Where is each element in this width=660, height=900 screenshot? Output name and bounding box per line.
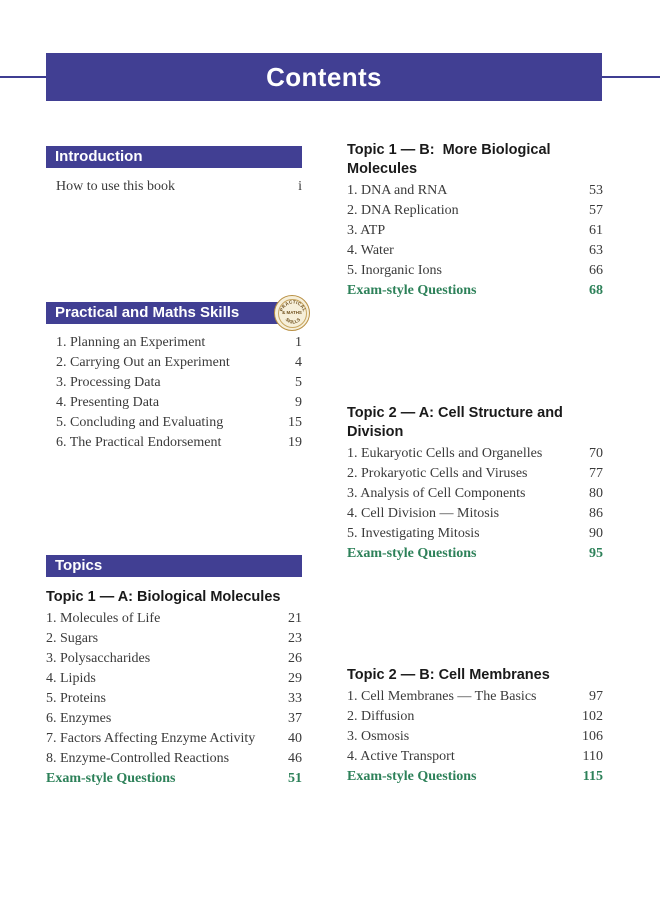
contents-entry[interactable] xyxy=(347,201,603,221)
svg-text:SKILLS xyxy=(285,317,302,325)
contents-entry-label: 6. Enzymes xyxy=(46,711,112,726)
contents-entry-label: 2. Diffusion xyxy=(347,709,415,724)
contents-entry[interactable] xyxy=(46,649,302,669)
practical-skills-badge-icon xyxy=(274,295,310,331)
contents-entry-page-number: 33 xyxy=(288,691,302,706)
contents-entry-page-number: 37 xyxy=(288,711,302,726)
contents-entry[interactable] xyxy=(347,181,603,201)
contents-entry-label: Exam-style Questions xyxy=(46,771,176,786)
contents-entry-label: 5. Inorganic Ions xyxy=(347,263,442,278)
contents-entry-label: 5. Proteins xyxy=(46,691,106,706)
section-header-topics-label: Topics xyxy=(55,557,103,574)
contents-entry[interactable] xyxy=(46,177,302,197)
contents-entry[interactable] xyxy=(46,749,302,769)
contents-entry-label: 1. Planning an Experiment xyxy=(56,335,206,350)
badge-bottom-text: SKILLS xyxy=(284,316,302,325)
contents-entry-page-number: i xyxy=(298,179,302,194)
contents-entry-page-number: 68 xyxy=(589,283,603,298)
topic-1b-entry-list xyxy=(347,181,603,301)
contents-entry-label: 4. Presenting Data xyxy=(56,395,160,410)
contents-entry[interactable] xyxy=(347,767,603,787)
contents-entry-label: 4. Cell Division — Mitosis xyxy=(347,506,500,521)
contents-entry[interactable] xyxy=(46,393,302,413)
contents-entry[interactable] xyxy=(46,689,302,709)
contents-entry-label: Exam-style Questions xyxy=(347,546,477,561)
contents-entry[interactable] xyxy=(46,353,302,373)
contents-banner-area xyxy=(0,53,660,101)
contents-entry[interactable] xyxy=(46,669,302,689)
topic-2a-entry-list xyxy=(347,444,603,564)
contents-entry[interactable] xyxy=(46,629,302,649)
section-header-topics xyxy=(46,555,302,577)
contents-entry-label: 4. Water xyxy=(347,243,394,258)
contents-entry[interactable] xyxy=(347,727,603,747)
contents-entry-label: 2. Prokaryotic Cells and Viruses xyxy=(347,466,528,481)
contents-entry[interactable] xyxy=(347,464,603,484)
topic-2a-heading: Topic 2 — A: Cell Structure and Division xyxy=(347,405,567,440)
contents-entry-label: 1. DNA and RNA xyxy=(347,183,448,198)
contents-entry-label: 4. Lipids xyxy=(46,671,96,686)
contents-entry-page-number: 23 xyxy=(288,631,302,646)
contents-entry-label: 3. Polysaccharides xyxy=(46,651,151,666)
contents-entry[interactable] xyxy=(347,261,603,281)
contents-entry[interactable] xyxy=(46,413,302,433)
contents-entry[interactable] xyxy=(347,707,603,727)
banner-rule-right xyxy=(602,76,660,78)
contents-entry-page-number: 70 xyxy=(589,446,603,461)
contents-entry-label: 3. Processing Data xyxy=(56,375,161,390)
contents-entry-page-number: 40 xyxy=(288,731,302,746)
banner-rule-left xyxy=(0,76,48,78)
badge-top-text: PRACTICAL xyxy=(278,299,308,313)
contents-entry-page-number: 1 xyxy=(295,335,302,350)
page-title: Contents xyxy=(46,53,602,101)
introduction-section xyxy=(46,146,302,197)
contents-entry-label: Exam-style Questions xyxy=(347,769,477,784)
contents-entry-page-number: 97 xyxy=(589,689,603,704)
contents-entry-label: Exam-style Questions xyxy=(347,283,477,298)
contents-entry-page-number: 106 xyxy=(582,729,603,744)
contents-entry-page-number: 80 xyxy=(589,486,603,501)
contents-entry-page-number: 95 xyxy=(589,546,603,561)
contents-entry-label: How to use this book xyxy=(56,179,175,194)
contents-entry[interactable] xyxy=(347,281,603,301)
contents-entry-label: 4. Active Transport xyxy=(347,749,455,764)
contents-entry-page-number: 46 xyxy=(288,751,302,766)
contents-entry[interactable] xyxy=(46,609,302,629)
contents-entry-page-number: 5 xyxy=(295,375,302,390)
contents-entry-page-number: 102 xyxy=(582,709,603,724)
section-header-practical-skills xyxy=(46,299,308,325)
contents-entry[interactable] xyxy=(46,709,302,729)
contents-entry[interactable] xyxy=(347,221,603,241)
contents-entry-page-number: 21 xyxy=(288,611,302,626)
badge-mid-text: & MATHS xyxy=(282,310,302,315)
section-header-introduction-label: Introduction xyxy=(55,148,143,165)
topics-section xyxy=(46,555,302,789)
contents-entry-page-number: 57 xyxy=(589,203,603,218)
contents-entry-label: 3. ATP xyxy=(347,223,386,238)
topic-2b-block xyxy=(347,666,603,787)
contents-entry-page-number: 86 xyxy=(589,506,603,521)
contents-entry-label: 1. Molecules of Life xyxy=(46,611,161,626)
contents-entry[interactable] xyxy=(46,373,302,393)
contents-entry[interactable] xyxy=(347,544,603,564)
contents-entry-page-number: 115 xyxy=(582,769,603,784)
contents-entry-label: 3. Analysis of Cell Components xyxy=(347,486,526,501)
contents-entry[interactable] xyxy=(46,433,302,453)
topic-1a-heading: Topic 1 — A: Biological Molecules xyxy=(46,589,281,605)
topic-2b-heading: Topic 2 — B: Cell Membranes xyxy=(347,667,550,683)
topic-1a-entry-list xyxy=(46,609,302,789)
contents-entry[interactable] xyxy=(347,504,603,524)
contents-entry-page-number: 51 xyxy=(288,771,302,786)
contents-entry-page-number: 19 xyxy=(288,435,302,450)
contents-entry[interactable] xyxy=(347,687,603,707)
contents-entry-page-number: 61 xyxy=(589,223,603,238)
contents-entry-page-number: 90 xyxy=(589,526,603,541)
topic-1b-heading: Topic 1 — B: More Biological Molecules xyxy=(347,142,555,177)
contents-entry-label: 2. Sugars xyxy=(46,631,99,646)
contents-entry-page-number: 29 xyxy=(288,671,302,686)
contents-entry[interactable] xyxy=(347,524,603,544)
contents-entry-label: 2. DNA Replication xyxy=(347,203,459,218)
topic-2b-entry-list xyxy=(347,687,603,787)
contents-entry-label: 5. Concluding and Evaluating xyxy=(56,415,224,430)
contents-entry[interactable] xyxy=(347,444,603,464)
contents-entry-page-number: 53 xyxy=(589,183,603,198)
contents-entry-label: 5. Investigating Mitosis xyxy=(347,526,480,541)
contents-entry-label: 7. Factors Affecting Enzyme Activity xyxy=(46,731,256,746)
section-header-introduction xyxy=(46,146,302,168)
contents-entry-page-number: 15 xyxy=(288,415,302,430)
introduction-entry-list xyxy=(46,177,302,197)
practical-skills-section xyxy=(46,299,308,453)
contents-entry-label: 6. The Practical Endorsement xyxy=(56,435,222,450)
contents-entry-page-number: 9 xyxy=(295,395,302,410)
topic-2a-block xyxy=(347,404,603,564)
contents-entry-page-number: 66 xyxy=(589,263,603,278)
contents-entry[interactable] xyxy=(347,241,603,261)
contents-entry[interactable] xyxy=(347,747,603,767)
contents-entry-page-number: 63 xyxy=(589,243,603,258)
contents-entry[interactable] xyxy=(46,729,302,749)
practical-skills-entry-list xyxy=(46,333,302,453)
contents-entry-page-number: 26 xyxy=(288,651,302,666)
contents-entry[interactable] xyxy=(46,333,302,353)
contents-entry-label: 3. Osmosis xyxy=(347,729,410,744)
contents-entry[interactable] xyxy=(347,484,603,504)
section-header-practical-skills-label: Practical and Maths Skills xyxy=(55,304,240,321)
contents-entry-label: 1. Cell Membranes — The Basics xyxy=(347,689,537,704)
contents-entry-page-number: 110 xyxy=(582,749,603,764)
contents-entry-page-number: 77 xyxy=(589,466,603,481)
topic-1b-block xyxy=(347,141,603,301)
contents-entry-page-number: 4 xyxy=(295,355,302,370)
topic-1a-block xyxy=(46,588,302,789)
contents-entry-label: 2. Carrying Out an Experiment xyxy=(56,355,230,370)
contents-entry[interactable] xyxy=(46,769,302,789)
contents-entry-label: 1. Eukaryotic Cells and Organelles xyxy=(347,446,543,461)
contents-entry-label: 8. Enzyme-Controlled Reactions xyxy=(46,751,230,766)
